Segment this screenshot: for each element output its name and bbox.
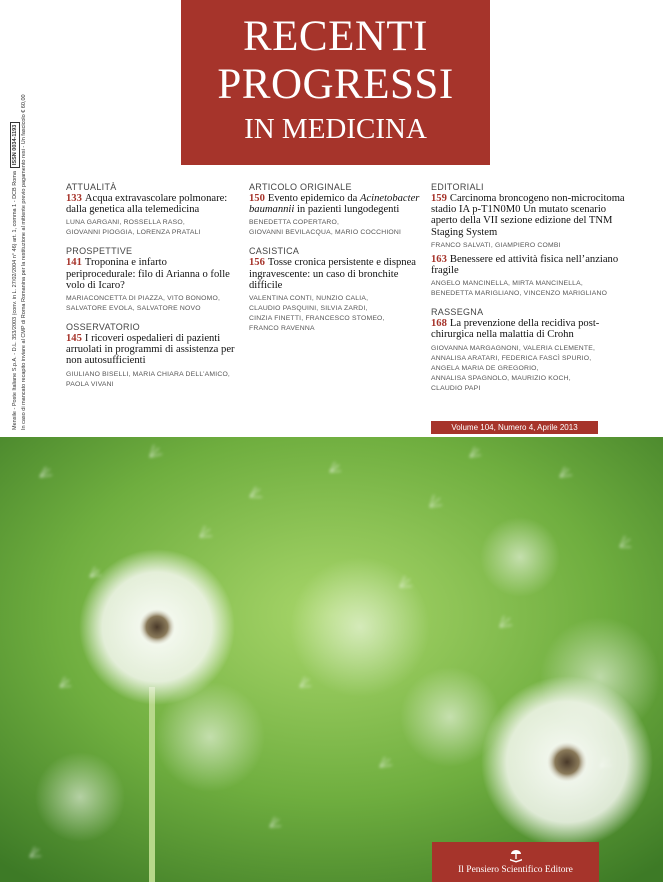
article-title[interactable]: [66, 333, 238, 367]
postal-text-2: In caso di mancato recapito inviare al CMP di Roma Romanina per la restituzione al mittente previo pagamento resi - Un fascicolo € 60,00: [21, 94, 27, 430]
article-authors: ANGELO MANCINELLA, MIRTA MANCINELLA, BENEDETTA MARIGLIANO, VINCENZO MARIGLIANO: [431, 280, 608, 298]
article-authors: BENEDETTA COPERTARO, GIOVANNI BEVILACQUA, MARIO COCCHIONI: [249, 219, 402, 237]
section-osservatorio: [66, 322, 238, 390]
journal-title-line1: RECENTI: [242, 13, 429, 60]
article-title-italic: Acinetobacter baumannii: [249, 193, 420, 216]
section-label: EDITORIALI: [431, 182, 484, 192]
article-title[interactable]: [431, 318, 631, 340]
page-number: 141: [66, 257, 82, 269]
article-title-text: La prevenzione della recidiva post-chirurgica nella malattia di Crohn: [431, 318, 600, 341]
article-authors: GIULIANO BISELLI, MARIA CHIARA DELL’AMICO, PAOLA VIVANI: [66, 370, 231, 388]
article-title[interactable]: [66, 257, 238, 291]
page-number: 145: [66, 333, 82, 345]
publisher-box: [432, 842, 599, 882]
section-label: ATTUALITÀ: [66, 182, 117, 192]
article-title-text: Benessere ed attività fisica nell’anziano fragile: [431, 253, 619, 277]
section-label: OSSERVATORIO: [66, 322, 140, 333]
cover-photo-dandelions: [0, 437, 663, 882]
journal-title-line3: IN MEDICINA: [244, 113, 427, 145]
article-authors: VALENTINA CONTI, NUNZIO CALIA, CLAUDIO PASQUINI, SILVIA ZARDI, CINZIA FINETTI, FRANCESCO STOMEO, FRANCO RAVENNA: [249, 295, 385, 333]
postal-text-1: Mensile - Poste Italiane S.p.A. - D.L. 353/2003 (conv. in L. 27/02/2004 n° 46) art. 1, comma 1 - DCB Roma: [12, 171, 18, 430]
book-tree-logo-icon: [509, 849, 523, 863]
section-rassegna: [431, 307, 631, 393]
article-title-text: Troponina e infarto periprocedurale: filo di Arianna o folle volo di Icaro?: [66, 257, 230, 291]
toc-column-1: [66, 182, 238, 398]
section-editoriali: [431, 182, 631, 299]
journal-title-line2: PROGRESSI: [217, 61, 454, 108]
page-number: 168: [431, 318, 447, 330]
article-title-text: I ricoveri ospedalieri di pazienti arruolati in programmi di assistenza per non autosufficienti: [66, 333, 235, 367]
page-number: 156: [249, 257, 265, 269]
article-title[interactable]: [249, 257, 421, 291]
section-label: RASSEGNA: [431, 307, 484, 318]
article-authors: LUNA GARGANI, ROSSELLA RASO, GIOVANNI PIOGGIA, LORENZA PRATALI: [66, 219, 201, 237]
section-attualita: [66, 182, 238, 238]
section-label: ARTICOLO ORIGINALE: [249, 182, 352, 192]
page-number: 163: [431, 253, 447, 265]
section-label: PROSPETTIVE: [66, 246, 133, 257]
postal-spine: [10, 60, 34, 430]
masthead: [181, 0, 490, 165]
toc-column-3: [431, 182, 631, 402]
page-number: 133: [66, 193, 82, 204]
article-title-text: Carcinoma broncogeno non-microcitoma stadio IA p-T1N0M0 Un mutato scenario aperto della VII sezione edizione del TNM Staging System: [431, 193, 625, 238]
article-title-text: Tosse cronica persistente e dispnea ingravescente: un caso di bronchite difficile: [249, 257, 416, 291]
article-authors: MARIACONCETTA DI PIAZZA, VITO BONOMO, SALVATORE EVOLA, SALVATORE NOVO: [66, 295, 221, 313]
volume-issue-bar: Volume 104, Numero 4, Aprile 2013: [431, 421, 598, 434]
article-title[interactable]: [431, 193, 631, 238]
section-prospettive: [66, 246, 238, 314]
article-title-text: Acqua extravascolare polmonare: dalla genetica alla telemedicina: [66, 193, 228, 216]
toc-column-2: [249, 182, 421, 342]
page-number: 159: [431, 193, 447, 204]
article-title[interactable]: [66, 193, 238, 215]
section-label: CASISTICA: [249, 246, 300, 257]
section-casistica: [249, 246, 421, 334]
article-title[interactable]: [431, 254, 631, 276]
page-number: 150: [249, 193, 265, 204]
article-title-post: in pazienti lungodegenti: [294, 204, 400, 216]
article-title-pre: Evento epidemico da: [267, 193, 360, 204]
article-authors: GIOVANNA MARGAGNONI, VALERIA CLEMENTE, ANNALISA ARATARI, FEDERICA FASCÌ SPURIO, ANGELA MARIA DE GREGORIO, ANNALISA SPAGNOLO, MAURIZIO KOCH, CLAUDIO PAPI: [431, 344, 596, 392]
issn-badge: ISSN 0034-1193: [10, 122, 20, 168]
publisher-name: Il Pensiero Scientifico Editore: [458, 865, 573, 875]
article-title[interactable]: [249, 193, 421, 215]
section-articolo-originale: [249, 182, 421, 238]
article-authors: FRANCO SALVATI, GIAMPIERO COMBI: [431, 241, 561, 249]
